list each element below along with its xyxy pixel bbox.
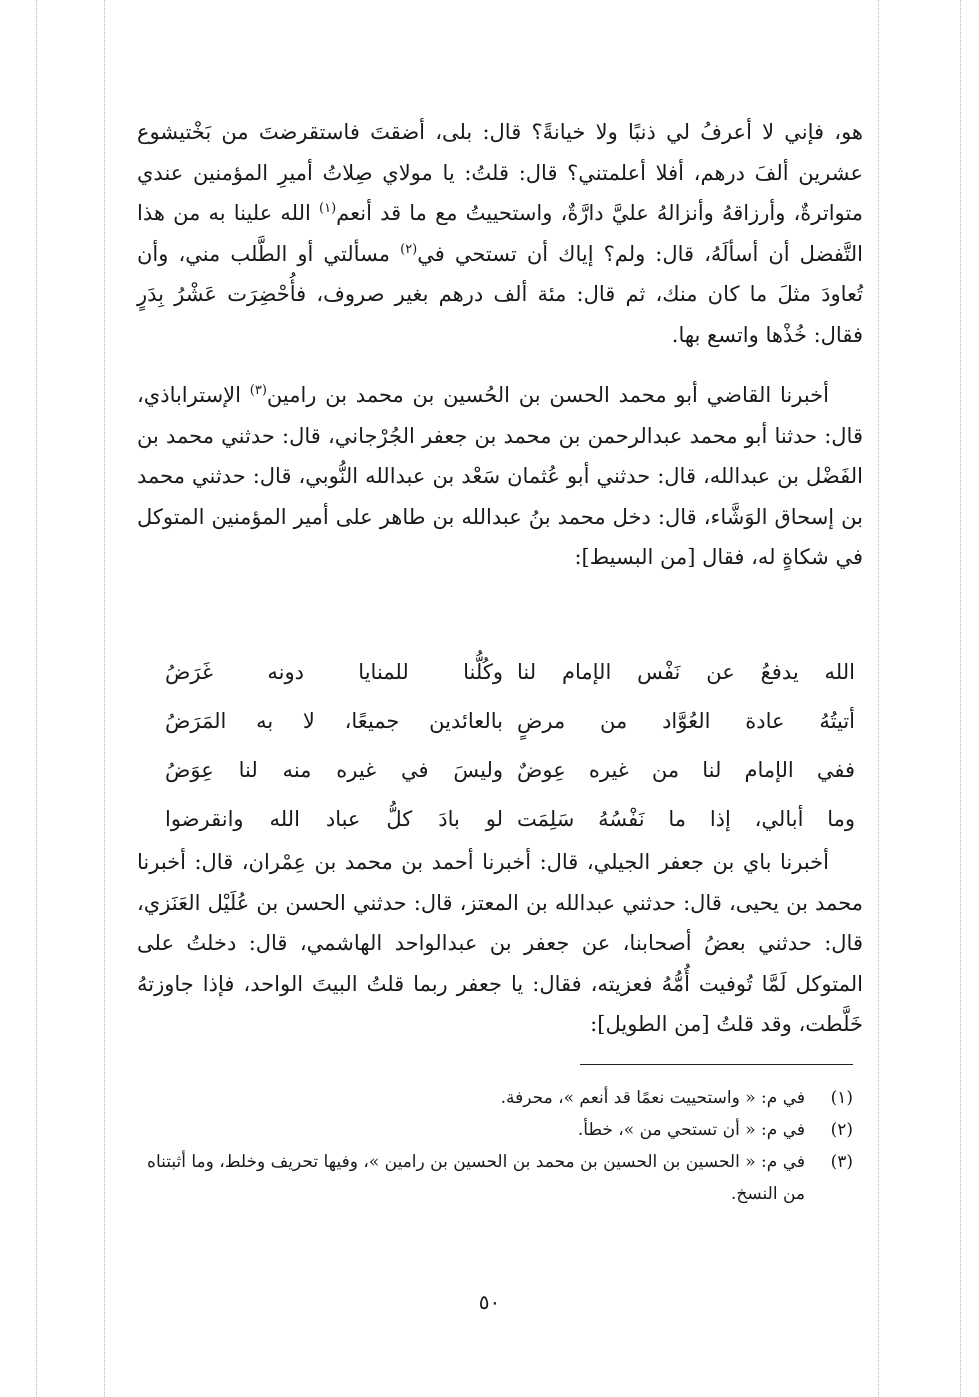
footnote-separator [580,1064,853,1065]
paragraph-2 [137,375,863,578]
footnote-number: (٣) [830,1152,853,1172]
footnote-text: في م: « أن تستحي من »، خطأ. [577,1120,805,1140]
poem-verse [165,795,855,844]
footnotes [145,1082,853,1210]
verse-second-hemistich: لو بادَ كلُّ عباد الله وانقرضوا [165,807,503,831]
verse-first-hemistich: وما أبالي، إذا ما نَفْسُهُ سَلِمَت [517,807,855,831]
margin-dotted-line [36,0,37,1397]
verse-second-hemistich: بالعائدين جميعًا، لا به المَرَضُ [165,709,503,733]
paragraph-1-text: هو، فإني لا أعرفُ لي ذنبًا ولا خيانةً؟ قال: بلى، أضقتَ فاستقرضتَ من بَخْتيشوع عشرين ألفَ درهم، أفلا أعلمتني؟ قال: قلتُ: يا مولاي صِلاتُ أميرِ المؤمنين عندي متواترةٌ، وأرزاقهُ وأنزالهُ عليَّ دارَّةٌ، واستحييتُ مع ما قد أنعم [137,120,863,225]
poem-verse [165,746,855,795]
footnote-marker[interactable]: (٣) [249,383,267,398]
footnote [145,1114,853,1146]
footnote-marker[interactable]: (٢) [400,241,418,257]
margin-dotted-line [960,0,961,1397]
verse-first-hemistich: ففي الإمام لنا من غيره عِوضٌ [517,758,855,782]
verse-first-hemistich: الله يدفعُ عن نَفْس الإمام لنا [517,660,855,684]
footnote-text: في م: « الحسين بن الحسين بن محمد بن الحسين بن رامين »، وفيها تحريف وخلط، وما أثبتناه من النسخ. [147,1152,805,1204]
paragraph-2-text-cont: الإستراباذي، قال: حدثنا أبو محمد عبدالرحمن بن محمد بن جعفر الجُرْجاني، قال: حدثني محمد بن الفَضْل بن عبدالله، قال: حدثني أبو عُثمان سَعْد بن عبدالله النُّوبي، قال: حدثني محمد بن إسحاق الوَشَّاء، قال: دخل محمد بنُ عبدالله بن طاهر على أمير المؤمنين المتوكل في شكاةٍ له، فقال [من البسيط]: [137,383,863,569]
poem [165,648,855,844]
footnote-number: (١) [830,1088,853,1108]
paragraph-1 [137,112,863,355]
poem-verse [165,697,855,746]
page-number: ٥٠ [478,1290,501,1314]
footnote-marker[interactable]: (١) [319,201,337,216]
footnote [145,1146,853,1210]
footnote-text: في م: « واستحييت نعمًا قد أنعم »، محرفة. [500,1088,805,1108]
verse-second-hemistich: وكُلُّنا للمنايا دونه غَرَضُ [165,660,503,684]
margin-dotted-line [878,0,879,1397]
paragraph-1-text-cont: الله علينا به من هذا التَّفضل أن أسألَهُ، قال: ولم؟ إياك أن تستحي في [137,201,863,266]
paragraph-2-text: أخبرنا القاضي أبو محمد الحسن بن الحُسين بن محمد بن رامين [266,383,829,407]
paragraph-3-text: أخبرنا باي بن جعفر الجيلي، قال: أخبرنا أحمد بن محمد بن عِمْران، قال: أخبرنا محمد بن يحيى، قال: حدثني عبدالله بن المعتز، قال: حدثني الحسن بن عُلَيْل العَنَزي، قال: حدثني بعضُ أصحابنا، عن جعفر بن عبدالواحد الهاشمي، قال: دخلتُ على المتوكل لَمَّا تُوفيت أُمُّهُ فعزيته، فقال: يا جعفر ربما قلتُ البيتَ الواحد، فإذا جاوزتهُ خَلَّطت، وقد قلتُ [من الطويل]: [137,850,863,1036]
footnote [145,1082,853,1114]
paragraph-3 [137,842,863,1045]
footnote-number: (٢) [830,1120,853,1140]
poem-verse [165,648,855,697]
margin-dotted-line [104,0,105,1397]
paragraph-1-text-end: مسألتي أو الطَّلب مني، وأن تُعاودَ مثلَ ما كان منك، ثم قال: مئة ألف درهم بغير صروف، فأُحْضِرَت عَشْرُ بِدَرٍ فقال: خُذْها واتسع بها. [137,241,863,347]
verse-first-hemistich: أتيتُهُ عادة العُوَّاد من مرضٍ [517,709,855,733]
verse-second-hemistich: وليسَ في غيره منه لنا عِوَضُ [165,758,503,782]
